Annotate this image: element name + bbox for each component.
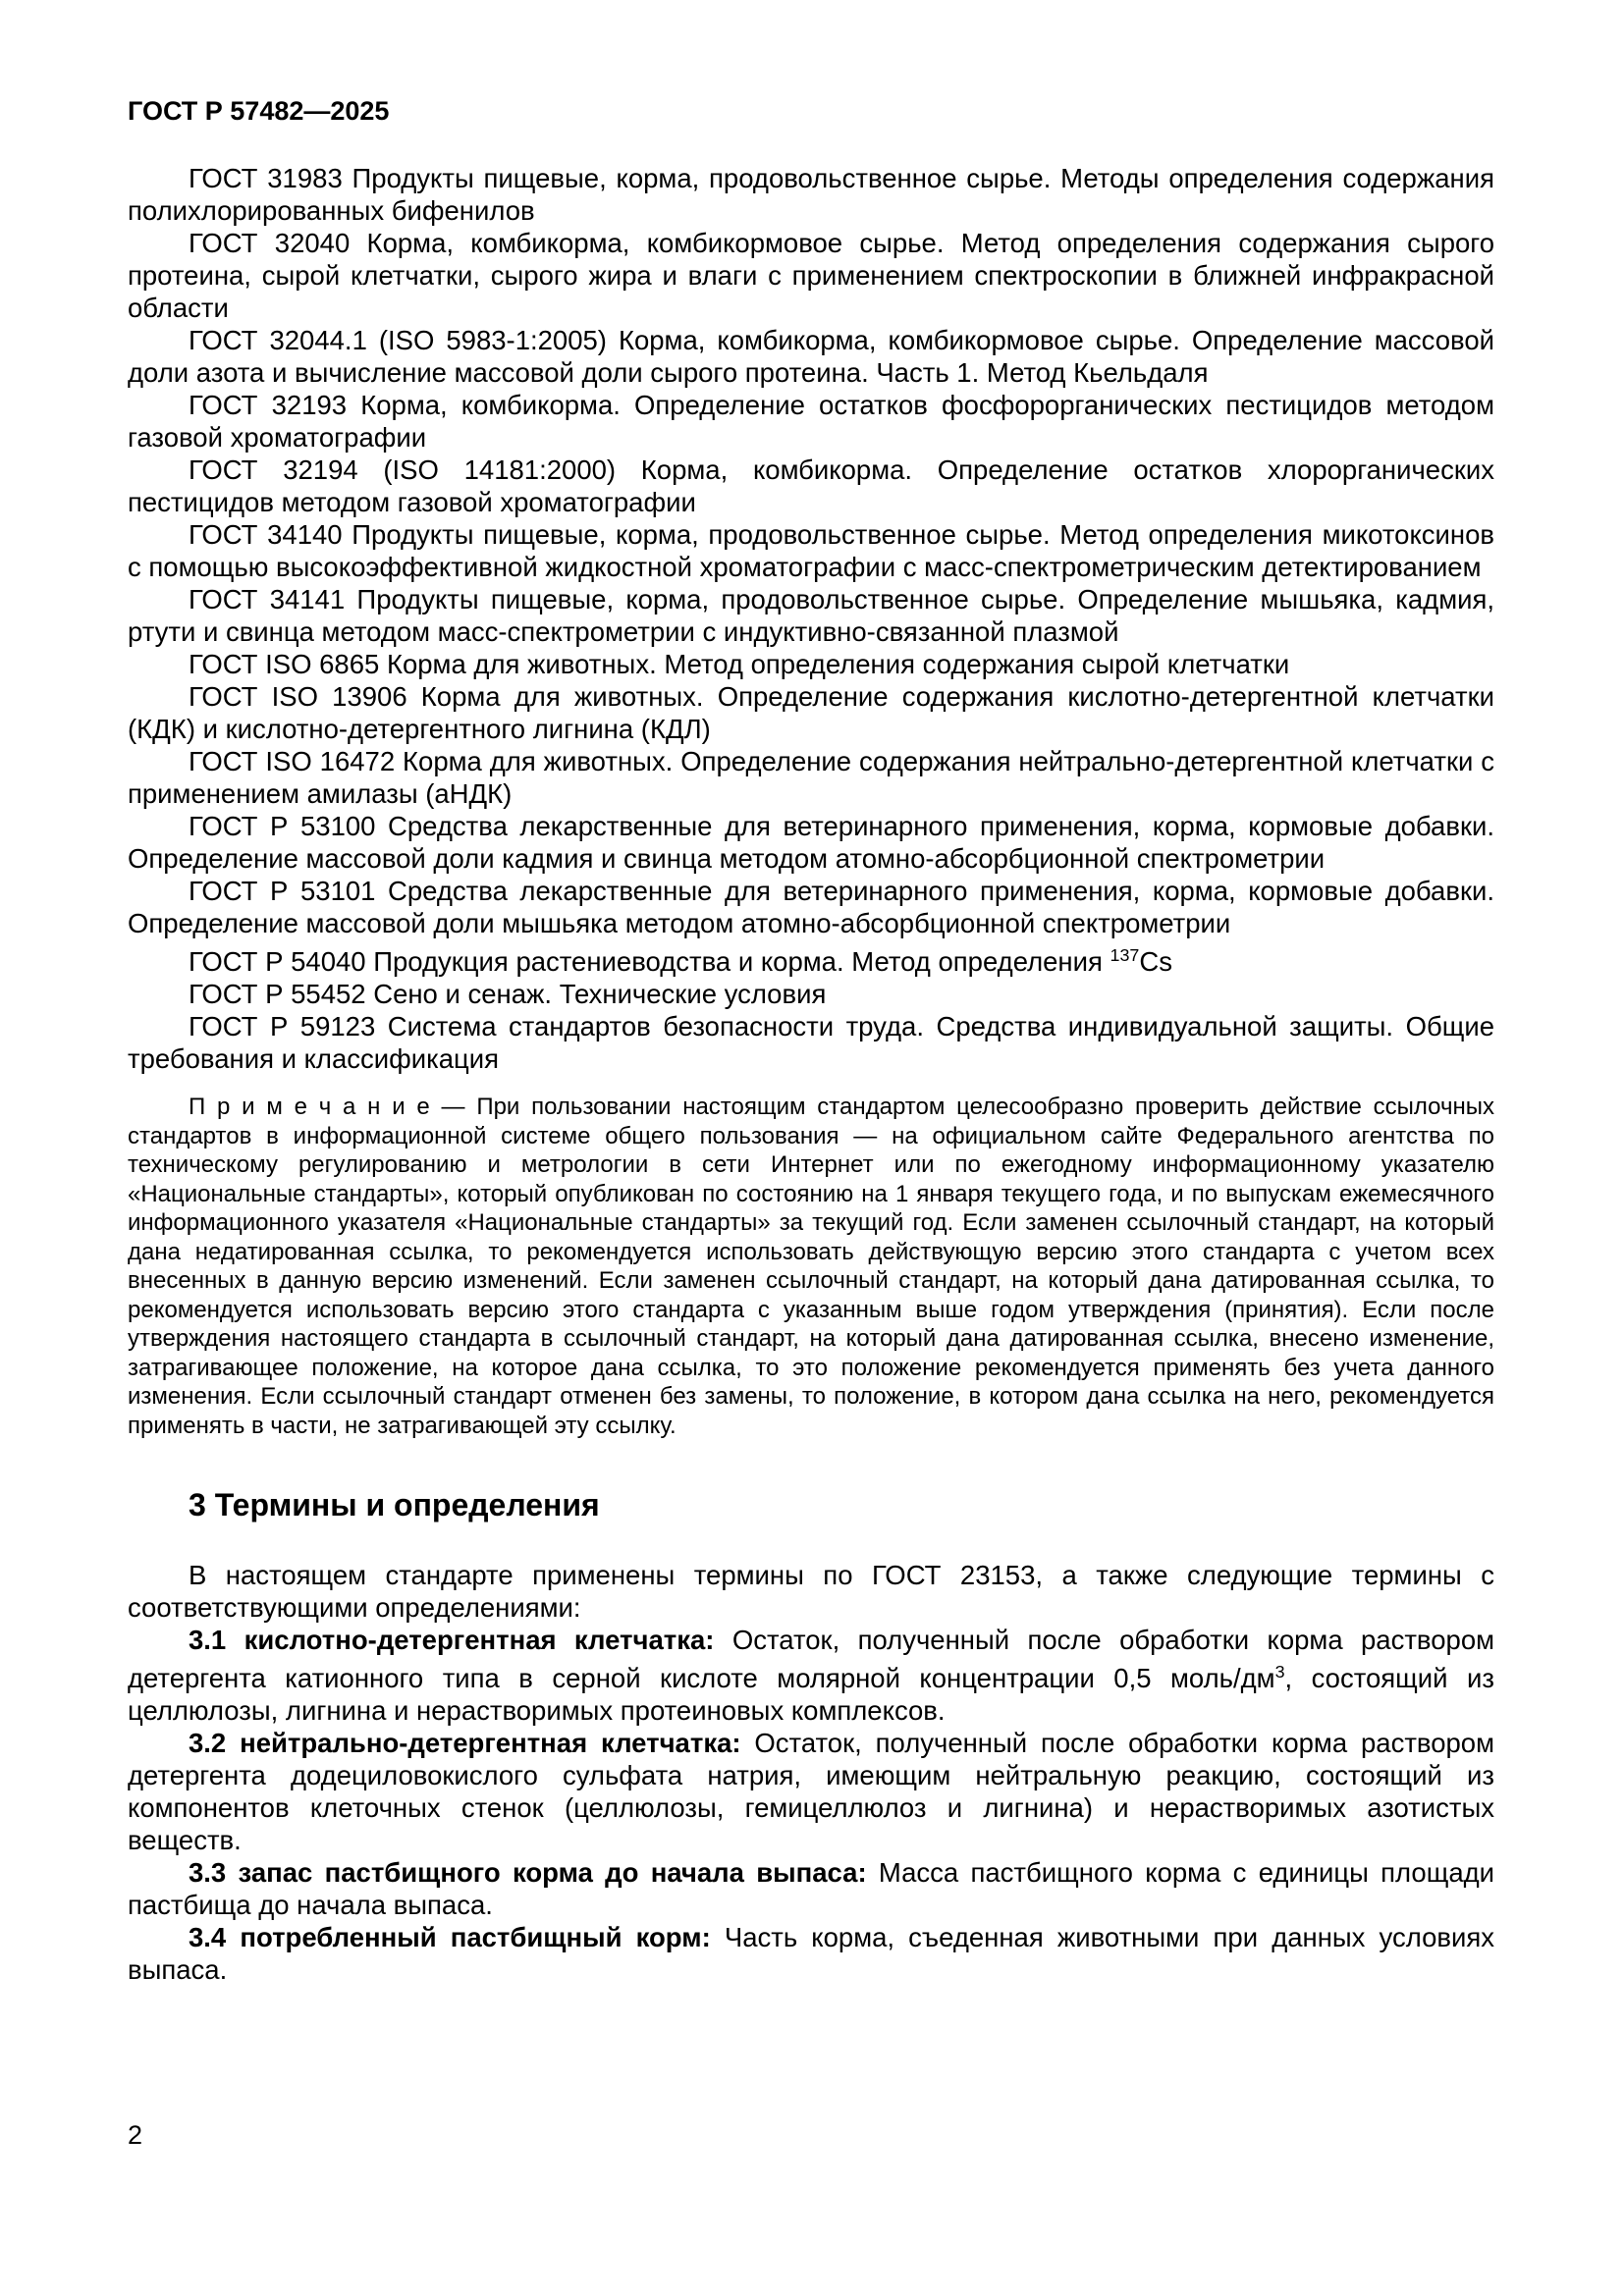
reference-text: ГОСТ Р 54040 Продукция растениеводства и корма. Метод определения xyxy=(189,946,1110,978)
reference-item: ГОСТ Р 53101 Средства лекарственные для ветеринарного применения, корма, кормовые добавки. Определение массовой доли мышьяка методом атомно-абсорбционной спектрометрии xyxy=(128,876,1494,938)
reference-item: ГОСТ 34141 Продукты пищевые, корма, продовольственное сырье. Определение мышьяка, кадмия, ртути и свинца методом масс-спектрометрии с индуктивно-связанной плазмой xyxy=(128,584,1494,647)
definition-3-3 xyxy=(128,1856,1494,1921)
document-header: ГОСТ Р 57482—2025 xyxy=(128,96,390,126)
references-section xyxy=(128,162,1494,1075)
reference-item: ГОСТ 31983 Продукты пищевые, корма, продовольственное сырье. Методы определения содержания полихлорированных бифенилов xyxy=(128,163,1494,226)
note-paragraph xyxy=(128,1093,1494,1440)
reference-item: ГОСТ 32194 (ISO 14181:2000) Корма, комбикорма. Определение остатков хлорорганических пестицидов методом газовой хроматографии xyxy=(128,454,1494,517)
reference-item: ГОСТ 34140 Продукты пищевые, корма, продовольственное сырье. Метод определения микотоксинов с помощью высокоэффективной жидкостной хроматографии с масс-спектрометрическим детектированием xyxy=(128,519,1494,582)
reference-item: ГОСТ Р 59123 Система стандартов безопасности труда. Средства индивидуальной защиты. Общие требования и классификация xyxy=(128,1011,1494,1075)
reference-item: ГОСТ 32193 Корма, комбикорма. Определение остатков фосфорорганических пестицидов методом газовой хроматографии xyxy=(128,390,1494,453)
definition-text: Остаток, полученный после обработки корма раствором детергента додециловокислого сульфата натрия, имеющим нейтральную реакцию, состоящий из компонентов клеточных стенок (целлюлозы, гемицеллюлоз и лигнина) и нерастворимых азотистых веществ. xyxy=(128,1728,1495,1856)
definition-text: , состоящий из целлюлозы, лигнина и нерастворимых протеиновых комплексов. xyxy=(128,1663,1494,1727)
page-number: 2 xyxy=(128,2120,143,2150)
definition-term: потребленный пастбищный корм: xyxy=(240,1922,711,1953)
reference-item: ГОСТ ISO 13906 Корма для животных. Определение содержания кислотно-детергентной клетчатки (КДК) и кислотно-детергентного лигнина (КДЛ) xyxy=(128,681,1494,744)
definition-text: Часть корма, съеденная животными при данных условиях выпаса. xyxy=(128,1922,1494,1986)
definition-number: 3.1 xyxy=(189,1625,227,1656)
definition-3-2 xyxy=(128,1727,1494,1856)
definition-3-1 xyxy=(128,1624,1494,1727)
definition-term: кислотно-детергентная клетчатка: xyxy=(244,1625,715,1656)
definition-term: нейтрально-детергентная клетчатка: xyxy=(240,1728,741,1759)
reference-item: ГОСТ 32044.1 (ISO 5983-1:2005) Корма, комбикорма, комбикормовое сырье. Определение массовой доли азота и вычисление массовой доли сырого протеина. Часть 1. Метод Кьельдаля xyxy=(128,325,1494,388)
reference-text: Cs xyxy=(1139,946,1172,978)
definition-text: Остаток, полученный после обработки корма раствором детергента катионного типа в серной кислоте молярной концентрации 0,5 моль/дм xyxy=(128,1625,1495,1694)
reference-item: ГОСТ ISO 16472 Корма для животных. Определение содержания нейтрально-детергентной клетчатки с применением амилазы (аНДК) xyxy=(128,746,1494,809)
reference-item: ГОСТ ISO 6865 Корма для животных. Метод определения содержания сырой клетчатки xyxy=(189,649,1290,679)
reference-item: ГОСТ 32040 Корма, комбикорма, комбикормовое сырье. Метод определения содержания сырого протеина, сырой клетчатки, сырого жира и влаги с применением спектроскопии в ближней инфракрасной области xyxy=(128,228,1494,323)
definition-text: Масса пастбищного корма с единицы площади пастбища до начала выпаса. xyxy=(128,1857,1495,1921)
reference-item: ГОСТ Р 55452 Сено и сенаж. Технические условия xyxy=(189,979,827,1010)
definition-3-4 xyxy=(128,1921,1494,1986)
definition-number: 3.2 xyxy=(189,1728,227,1759)
section-heading: 3 Термины и определения xyxy=(189,1487,600,1523)
definition-number: 3.4 xyxy=(189,1922,227,1953)
terms-section xyxy=(128,1559,1494,1986)
definition-number: 3.3 xyxy=(189,1857,227,1889)
note-text: При пользовании настоящим стандартом целесообразно проверить действие ссылочных стандартов в информационной системе общего пользования — на официальном сайте Федерального агентства по техническому регулированию и метрологии в сети Интернет или по ежегодному информационному указателю «Национальные стандарты», который опубликован по состоянию на 1 января текущего года, и по выпускам ежемесячного информационного указателя «Национальные стандарты» за текущий год. Если заменен ссылочный стандарт, на который дана недатированная ссылка, то рекомендуется использовать действующую версию этого стандарта с учетом всех внесенных в данную версию изменений. Если заменен ссылочный стандарт, на который дана датированная ссылка, то рекомендуется использовать версию этого стандарта с указанным выше годом утверждения (принятия). Если после утверждения настоящего стандарта в ссылочный стандарт, на который дана датированная ссылка, внесено изменение, затрагивающее положение, на которое дана ссылка, то это положение рекомендуется применять без учета данного изменения. Если ссылочный стандарт отменен без замены, то положение, в котором дана ссылка на него, рекомендуется применять в части, не затрагивающей эту ссылку. xyxy=(128,1094,1494,1439)
reference-item: ГОСТ Р 53100 Средства лекарственные для ветеринарного применения, корма, кормовые добавки. Определение массовой доли кадмия и свинца методом атомно-абсорбционной спектрометрии xyxy=(128,811,1494,874)
terms-intro: В настоящем стандарте применены термины по ГОСТ 23153, а также следующие термины с соответствующими определениями: xyxy=(128,1560,1494,1624)
reference-item xyxy=(128,939,1494,978)
definition-term: запас пастбищного корма до начала выпаса: xyxy=(238,1857,867,1889)
note-dash: — xyxy=(429,1094,477,1121)
superscript-137: 137 xyxy=(1110,945,1140,965)
superscript-3: 3 xyxy=(1274,1662,1285,1682)
note-lead: П р и м е ч а н и е xyxy=(189,1094,430,1121)
